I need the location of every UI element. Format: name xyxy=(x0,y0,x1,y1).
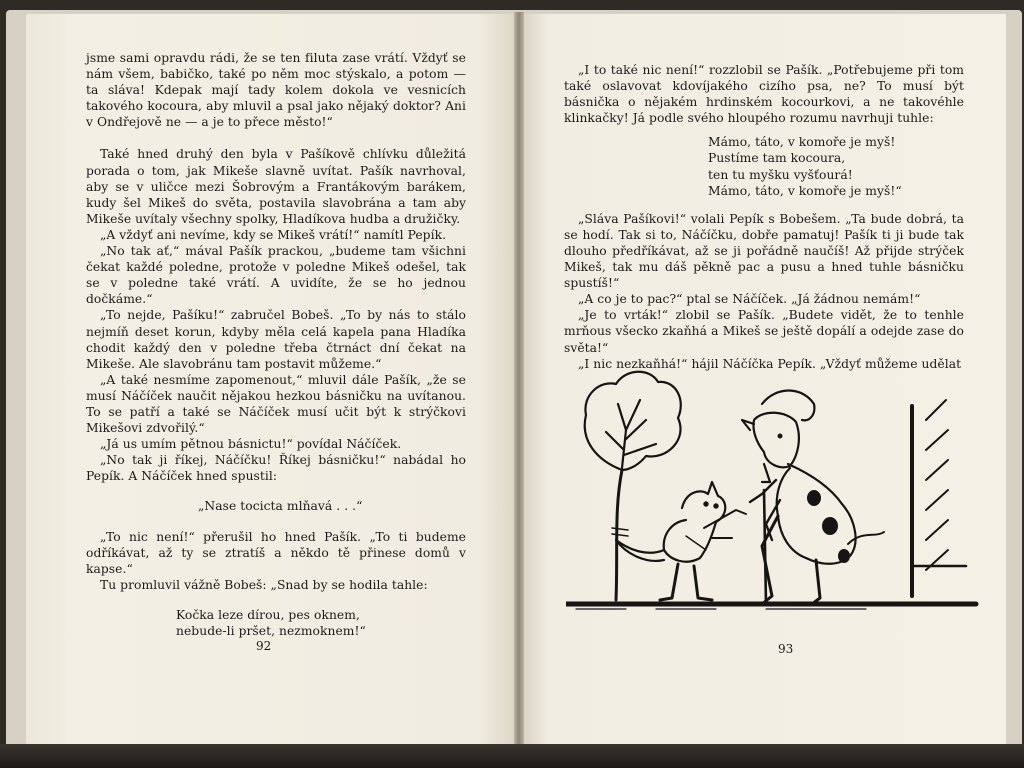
paragraph: Také hned druhý den byla v Pašíkově chlívku důležitá porada o tom, jak Mikeše slavně uvítat. Pašík navrhoval, aby se v uličce mezi Šobrovým a Frantákovým barákem, kudy šel Mikeš do světa, postavila slavobrána a tam aby Mikeše uvítaly všechny spolky, Hladíkova hudba a družičky. xyxy=(86,147,466,226)
paragraph: Tu promluvil vážně Bobeš: „Snad by se hodila tahle: xyxy=(100,577,428,592)
book-gutter xyxy=(514,12,524,748)
verse-line: „Nase tocicta mlňavá . . .“ xyxy=(198,499,363,514)
verse-line: Mámo, táto, v komoře je myš! xyxy=(708,135,896,150)
left-page-text xyxy=(86,50,466,639)
paragraph: „I to také nic není!“ rozzlobil se Pašík. „Potřebujeme při tom také oslavovat kdovíjakého cizího psa, ne? To musí být básnička o nějakém hrdinském kocourkovi, a ne takovéhle klinkačky! Já podle svého hloupého rozumu navrhuji tuhle: xyxy=(564,63,964,126)
paragraph: „No tak ať,“ mával Pašík prackou, „budeme tam všichni čekat každé poledne, protože v poledne Mikeš odešel, tak se v poledne také vrátí. A uvidíte, že se ho jednou dočkáme.“ xyxy=(86,244,466,307)
paragraph: „To nejde, Pašíku!“ zabručel Bobeš. „To by nás to stálo nejmíň deset korun, kdyby měla celá kapela pana Hladíka chodit každý den v poledne třeba čtrnáct dní čekat na Mikeše. Ale slavobránu tam postavit můžeme.“ xyxy=(86,308,466,371)
verse-line: nebude-li pršet, nezmoknem!“ xyxy=(176,624,366,638)
verse-nacicek xyxy=(86,498,466,514)
verse-line: Pustíme tam kocoura, xyxy=(708,151,846,166)
cat-and-goat-drawing-icon xyxy=(566,360,982,620)
verse-line: Kočka leze dírou, pes oknem, xyxy=(176,607,360,622)
page-number: 93 xyxy=(778,642,794,656)
verse-bobes xyxy=(86,607,466,639)
paragraph: „No tak ji říkej, Náčíčku! Říkej básničku!“ nabádal ho Pepík. A Náčíček hned spustil: xyxy=(86,453,466,484)
paragraph: „Já us umím pětnou básnictu!“ povídal Náčíček. xyxy=(100,437,402,452)
verse-pasik xyxy=(564,134,964,198)
paragraph: „A také nesmíme zapomenout,“ mluvil dále Pašík, „že se musí Náčíček naučit nějakou hezkou básničku na uvítanou. To se patří a také se Náčíček musí učit být k strýčkovi Mikešovi zdvořilý.“ xyxy=(86,372,466,436)
verse-line: ten tu myšku vyšťourá! xyxy=(708,167,853,182)
verse-line: Mámo, táto, v komoře je myš!“ xyxy=(708,183,902,198)
paragraph: „I nic nezkaňhá!“ hájil Náčíčka Pepík. „Vždyť můžeme udělat xyxy=(578,356,962,371)
right-page xyxy=(520,14,1006,744)
left-page xyxy=(26,14,518,744)
paragraph: „A vždyť ani nevíme, kdy se Mikeš vrátí!“ namítl Pepík. xyxy=(100,227,447,242)
right-page-text xyxy=(564,62,964,372)
paragraph: „Je to vrták!“ zlobil se Pašík. „Budete vidět, že to tenhle mrňous všecko zkaňhá a Mikeš se ještě dopálí a odejde zase do světa!“ xyxy=(564,308,964,355)
paragraph: jsme sami opravdu rádi, že se ten filuta zase vrátí. Vždyť se nám všem, babičko, také po něm moc stýskalo, a potom — ta sláva! Kdepak mají tady kolem dokola ve vesnicích takového kocoura, aby mluvil a psal jako nějaký doktor? Ani v Ondřejově ne — a je to přece město!“ xyxy=(86,51,466,130)
paragraph: „To nic není!“ přerušil ho hned Pašík. „To ti budeme odříkávat, až ty se ztratíš a někdo tě přinese domů v kapse.“ xyxy=(86,529,466,576)
paragraph: „Sláva Pašíkovi!“ volali Pepík s Bobešem. „Ta bude dobrá, ta se hodí. Tak si to, Náčíčku, dobře pamatuj! Pašík ti ji bude tak dlouho předříkávat, až se ji pořádně naučíš! Až přijde strýček Mikeš, tak mu dáš pěkně pac a pusu a hned tuhle básničku spustíš!“ xyxy=(564,211,964,291)
paragraph: „A co je to pac?“ ptal se Náčíček. „Já žádnou nemám!“ xyxy=(578,292,921,307)
table-surface xyxy=(0,744,1024,768)
page-number: 92 xyxy=(256,639,272,653)
